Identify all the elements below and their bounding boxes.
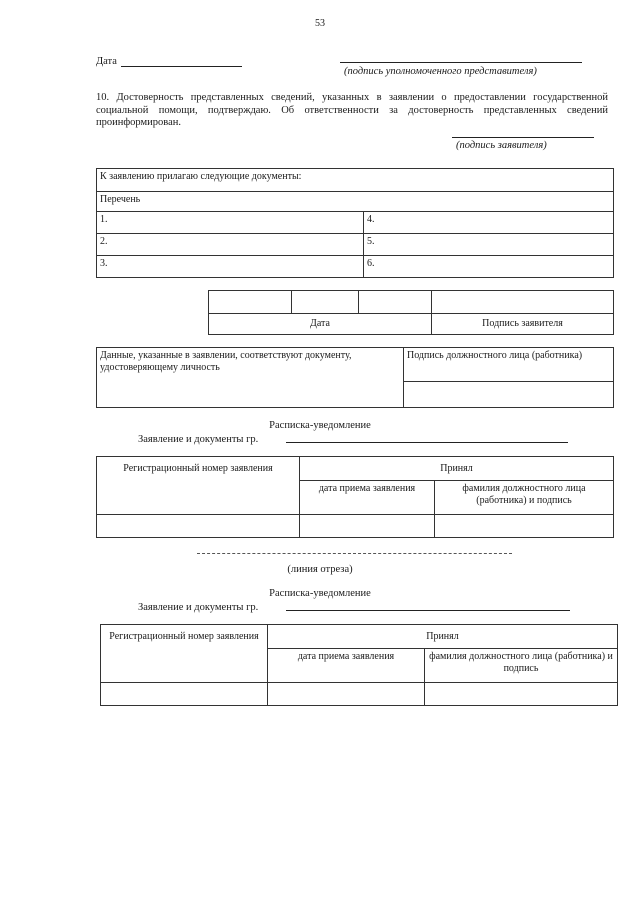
documents-row	[97, 212, 614, 234]
applicant-signature-line[interactable]	[452, 137, 594, 138]
official-name-cell[interactable]	[425, 683, 618, 706]
applicant-signature-label: Подпись заявителя	[432, 314, 614, 335]
receipt-1-name-line[interactable]	[286, 442, 568, 443]
receipt-1-title: Расписка-уведомление	[269, 420, 371, 431]
receipt-1-table	[96, 456, 614, 538]
date-signature-table	[208, 290, 614, 335]
reg-number-header: Регистрационный номер заявления	[101, 625, 268, 683]
applicant-signature-cell[interactable]	[432, 291, 614, 314]
reg-number-header: Регистрационный номер заявления	[97, 457, 300, 515]
page-number: 53	[315, 18, 325, 29]
accepted-header: Принял	[300, 457, 614, 481]
accepted-header: Принял	[268, 625, 618, 649]
acceptance-date-header: дата приема заявления	[300, 481, 435, 515]
date-year-cell[interactable]	[359, 291, 432, 314]
receipt-2-title: Расписка-уведомление	[269, 588, 371, 599]
reg-number-cell[interactable]	[97, 515, 300, 538]
receipt-1-subtitle: Заявление и документы гр.	[138, 434, 259, 445]
receipt-2-subtitle: Заявление и документы гр.	[138, 602, 259, 613]
receipt-2-name-line[interactable]	[286, 610, 570, 611]
documents-row	[97, 234, 614, 256]
date-input-line[interactable]	[121, 66, 242, 67]
document-slot-5[interactable]: 5.	[364, 234, 614, 256]
receipt-2-table	[100, 624, 618, 706]
reg-number-cell[interactable]	[101, 683, 268, 706]
document-slot-3[interactable]: 3.	[97, 256, 364, 278]
official-name-header: фамилия должностного лица (работника) и подпись	[435, 481, 614, 515]
official-name-header: фамилия должностного лица (работника) и подпись	[425, 649, 618, 683]
cut-line-label: (линия отреза)	[287, 564, 353, 575]
documents-table	[96, 168, 614, 278]
date-label: Дата	[96, 56, 117, 67]
documents-row	[97, 256, 614, 278]
rep-signature-line[interactable]	[340, 62, 582, 63]
date-month-cell[interactable]	[292, 291, 359, 314]
document-slot-2[interactable]: 2.	[97, 234, 364, 256]
document-slot-4[interactable]: 4.	[364, 212, 614, 234]
date-day-cell[interactable]	[209, 291, 292, 314]
acceptance-date-cell[interactable]	[300, 515, 435, 538]
paragraph-10: 10. Достоверность представленных сведений, указанных в заявлении о предоставлении государственной социальной помощи, подтверждаю. Об ответственности за достоверность представленных сведений проинформирован.	[96, 92, 608, 128]
date-column-label: Дата	[209, 314, 432, 335]
documents-list-label: Перечень	[97, 192, 614, 212]
acceptance-date-cell[interactable]	[268, 683, 425, 706]
documents-header: К заявлению прилагаю следующие документы:	[97, 169, 614, 192]
document-slot-1[interactable]: 1.	[97, 212, 364, 234]
verification-table	[96, 347, 614, 408]
applicant-signature-caption: (подпись заявителя)	[456, 140, 547, 151]
rep-signature-caption: (подпись уполномоченного представителя)	[344, 66, 537, 77]
acceptance-date-header: дата приема заявления	[268, 649, 425, 683]
official-signature-label: Подпись должностного лица (работника)	[404, 348, 614, 382]
official-signature-cell[interactable]	[404, 382, 614, 408]
verification-statement: Данные, указанные в заявлении, соответствуют документу, удостоверяющему личность	[97, 348, 404, 408]
official-name-cell[interactable]	[435, 515, 614, 538]
document-slot-6[interactable]: 6.	[364, 256, 614, 278]
cut-line	[197, 553, 512, 554]
